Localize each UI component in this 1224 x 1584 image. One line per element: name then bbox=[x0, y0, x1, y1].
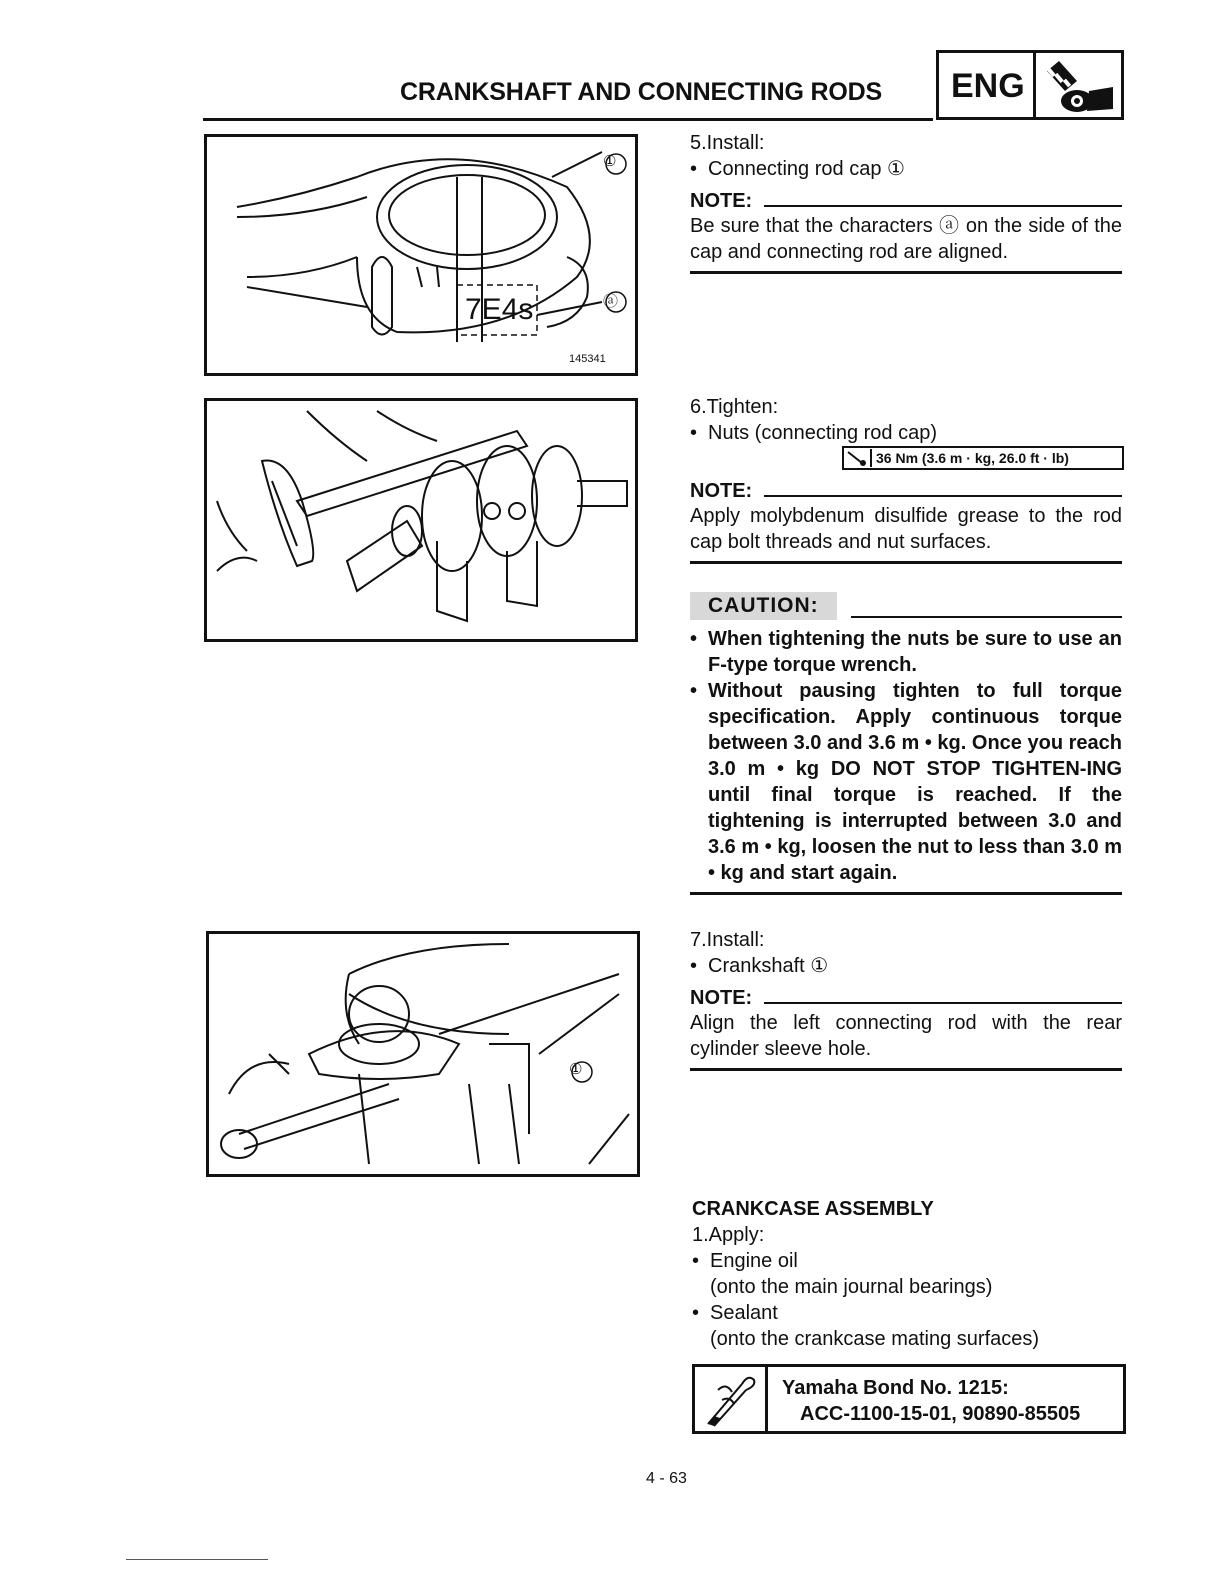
note-label: NOTE: bbox=[690, 987, 753, 1009]
page-title: CRANKSHAFT AND CONNECTING RODS bbox=[400, 78, 882, 106]
badge-divider bbox=[1033, 53, 1036, 117]
figure-torque-wrench bbox=[204, 398, 638, 642]
bond-spec-box bbox=[692, 1364, 1126, 1434]
bond-part-numbers: ACC-1100-15-01, 90890-85505 bbox=[800, 1403, 1081, 1425]
section-badge bbox=[936, 50, 1124, 120]
callout-a: ⓐ bbox=[603, 293, 619, 310]
note-label: NOTE: bbox=[690, 190, 753, 212]
apply-detail: (onto the main journal bearings) bbox=[710, 1276, 993, 1298]
torque-wrench-illustration bbox=[207, 401, 635, 639]
caution-end-rule bbox=[690, 892, 1122, 895]
bond-name: Yamaha Bond No. 1215: bbox=[782, 1377, 1009, 1399]
torque-spec bbox=[842, 446, 1124, 470]
caution-head bbox=[690, 592, 1122, 620]
note-end-rule bbox=[690, 1068, 1122, 1071]
step-7-heading: 7.Install: bbox=[690, 929, 765, 951]
rod-marking: 7E4s bbox=[465, 293, 534, 326]
step-5 bbox=[690, 130, 1122, 274]
note-end-rule bbox=[690, 271, 1122, 274]
bond-spec-text bbox=[768, 1367, 1080, 1431]
apply-item: • Sealant bbox=[692, 1300, 1124, 1326]
torque-value: 36 Nm (3.6 m · kg, 26.0 ft · lb) bbox=[876, 450, 1069, 466]
step-7-note: Align the left connecting rod with the rear cylinder sleeve hole. bbox=[690, 1012, 1122, 1060]
apply-heading: 1.Apply: bbox=[692, 1224, 765, 1246]
step-6-note-head bbox=[690, 480, 1122, 503]
note-label: NOTE: bbox=[690, 480, 753, 502]
apply-item: • Engine oil bbox=[692, 1248, 1124, 1274]
callout-1: ① bbox=[603, 153, 617, 170]
caution-item: • Without pausing tighten to full torque specification. Apply continuous torque between 3.0 and 3.6 m • kg. Once you reach 3.0 m • kg DO NOT STOP TIGHTEN-ING until final torque is reached. If the tightening is interrupted between 3.0 and 3.6 m • kg, loosen the nut to less than 3.0 m • kg and start again. bbox=[690, 678, 1122, 886]
figure-code: 145341 bbox=[569, 353, 606, 365]
caution-item: • When tightening the nuts be sure to use an F-type torque wrench. bbox=[690, 626, 1122, 678]
page-number: 4 - 63 bbox=[646, 1470, 687, 1487]
engine-icon bbox=[1039, 57, 1119, 115]
step-5-item: • Connecting rod cap ① bbox=[690, 156, 1122, 182]
section-title: CRANKCASE ASSEMBLY bbox=[692, 1198, 934, 1220]
sealant-tube-icon bbox=[702, 1370, 758, 1428]
step-7-item: • Crankshaft ① bbox=[690, 953, 1122, 979]
step-6 bbox=[690, 394, 1122, 564]
rod-cap-illustration bbox=[207, 137, 635, 373]
caution-label: CAUTION: bbox=[690, 592, 837, 620]
callout-crankshaft: ① bbox=[569, 1061, 583, 1078]
step-5-note: Be sure that the characters ⓐ on the side of the cap and connecting rod are aligned. bbox=[690, 215, 1122, 263]
step-7-note-head bbox=[690, 987, 1122, 1010]
crankshaft-illustration bbox=[209, 934, 637, 1174]
apply-detail: (onto the crankcase mating surfaces) bbox=[710, 1328, 1040, 1350]
step-5-note-head bbox=[690, 190, 1122, 213]
note-end-rule bbox=[690, 561, 1122, 564]
step-6-item: • Nuts (connecting rod cap) bbox=[690, 420, 1122, 446]
caution-block bbox=[690, 592, 1122, 895]
figure-rod-cap bbox=[204, 134, 638, 376]
header-rule bbox=[203, 118, 933, 121]
step-6-note: Apply molybdenum disulfide grease to the rod cap bolt threads and nut surfaces. bbox=[690, 505, 1122, 553]
footer-rule bbox=[126, 1559, 268, 1560]
figure-crankshaft-install bbox=[206, 931, 640, 1177]
step-6-heading: 6.Tighten: bbox=[690, 396, 779, 418]
crankcase-assembly bbox=[692, 1196, 1124, 1352]
section-label: ENG bbox=[951, 67, 1025, 105]
step-5-heading: 5.Install: bbox=[690, 132, 765, 154]
torque-wrench-icon bbox=[844, 449, 872, 467]
sealant-icon-cell bbox=[695, 1367, 768, 1431]
step-7 bbox=[690, 927, 1122, 1071]
